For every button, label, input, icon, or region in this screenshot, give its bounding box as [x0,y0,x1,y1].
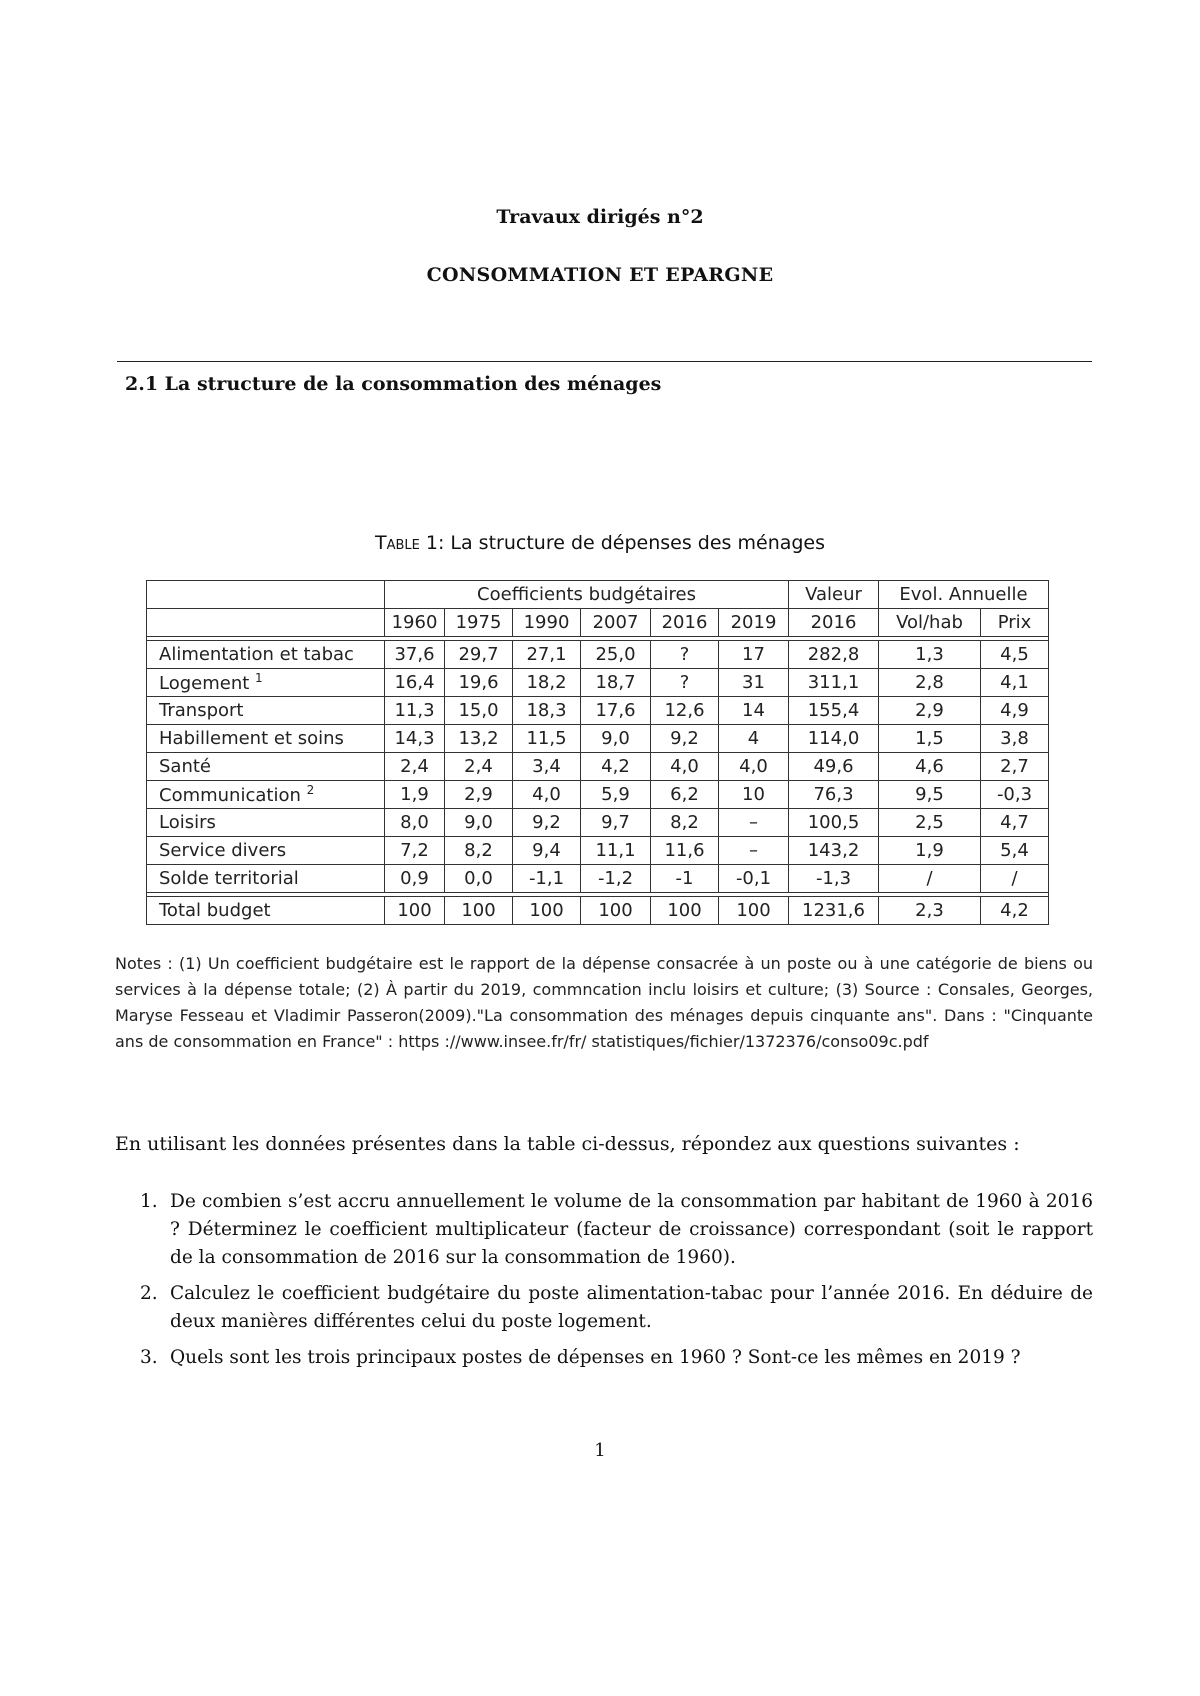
budget-table [146,580,1049,925]
table-cell: 2,9 [879,697,981,725]
table-subheader-blank [147,609,385,637]
table-subheader-cell: 1960 [385,609,445,637]
question-text: Quels sont les trois principaux postes de dépenses en 1960 ? Sont-ce les mêmes en 2019 ? [170,1347,1021,1368]
table-cell: 8,2 [445,837,513,865]
table-row [147,669,1049,697]
table-cell: 114,0 [789,725,879,753]
table-cell: 25,0 [581,641,651,669]
questions-list [115,1188,1093,1380]
table-subheader-cell: Vol/hab [879,609,981,637]
table-cell: 2,4 [445,753,513,781]
row-label-text: Santé [159,756,211,777]
section-heading: 2.1 La structure de la consommation des ménages [125,373,662,395]
table-cell: 1,9 [385,781,445,809]
table-cell: 4,9 [981,697,1049,725]
table-cell: 18,3 [513,697,581,725]
table-cell: 8,2 [651,809,719,837]
table-cell: 11,6 [651,837,719,865]
page-number: 1 [594,1440,606,1461]
table-row [147,809,1049,837]
table-cell: -0,3 [981,781,1049,809]
table-cell: 7,2 [385,837,445,865]
table-total-cell: 1231,6 [789,897,879,925]
table-subheader-cell: 1990 [513,609,581,637]
table-cell: 2,7 [981,753,1049,781]
table-caption-text: La structure de dépenses des ménages [444,532,826,554]
row-label-text: Alimentation et tabac [159,644,354,665]
table-cell: 155,4 [789,697,879,725]
table-subheader-cell: 1975 [445,609,513,637]
table-subheader-row [147,609,1049,637]
question-number: 3. [140,1347,158,1368]
table-total-row [147,897,1049,925]
question-item [115,1344,1093,1372]
table-corner-cell [147,581,385,609]
table-row-label [147,865,385,893]
table-cell: 3,8 [981,725,1049,753]
table-group-header-row [147,581,1049,609]
table-cell: 17 [719,641,789,669]
row-label-text: Communication [159,785,301,806]
table-cell: 3,4 [513,753,581,781]
table-cell: 11,1 [581,837,651,865]
table-cell: 18,2 [513,669,581,697]
question-number: 1. [140,1191,158,1212]
table-row-label [147,641,385,669]
table-cell: 1,9 [879,837,981,865]
table-row [147,725,1049,753]
table-cell: 31 [719,669,789,697]
table-cell: 5,4 [981,837,1049,865]
table-total-cell: 100 [445,897,513,925]
table-cell: 5,9 [581,781,651,809]
table-row [147,641,1049,669]
table-cell: 18,7 [581,669,651,697]
question-text: De combien s’est accru annuellement le volume de la consommation par habitant de 1960 à 2016 ? Déterminez le coefficient multiplicateur (facteur de croissance) correspondant (soit le rapport de la consommation de 2016 sur la consommation de 1960). [170,1191,1093,1268]
question-text: Calculez le coefficient budgétaire du poste alimentation-tabac pour l’année 2016. En déduire de deux manières différentes celui du poste logement. [170,1283,1093,1332]
table-cell: 11,5 [513,725,581,753]
table-row-label [147,809,385,837]
table-subheader-cell: 2016 [651,609,719,637]
table-cell: 4,6 [879,753,981,781]
table-cell: 10 [719,781,789,809]
table-cell: 49,6 [789,753,879,781]
table-cell: 13,2 [445,725,513,753]
table-cell: 2,4 [385,753,445,781]
document-subtitle: CONSOMMATION ET EPARGNE [426,264,774,286]
table-cell: 15,0 [445,697,513,725]
table-row [147,837,1049,865]
table-cell: 9,2 [651,725,719,753]
row-label-text: Habillement et soins [159,728,344,749]
coefficients-header: Coefficients budgétaires [385,581,789,609]
row-label-text: Transport [159,700,244,721]
table-total-label: Total budget [147,897,385,925]
table-cell: 282,8 [789,641,879,669]
table-row [147,753,1049,781]
question-number: 2. [140,1283,158,1304]
footnote-marker: 2 [306,783,315,797]
footnote-marker: 1 [255,671,263,685]
table-cell: 0,0 [445,865,513,893]
table-notes: Notes : (1) Un coefficient budgétaire est le rapport de la dépense consacrée à un poste ou à une catégorie de biens ou services à la dépense totale; (2) À partir du 2019, commncation inclu loisirs et culture; (3) Source : Consales, Georges, Maryse Fesseau et Vladimir Passeron(2009)."La consommation des ménages depuis cinquante ans". Dans : "Cinquante ans de consommation en France" : https ://www.insee.fr/fr/ statistiques/fichier/1372376/conso09c.pdf [115,954,1093,1051]
table-total-cell: 100 [581,897,651,925]
table-row-label [147,781,385,809]
evol-header: Evol. Annuelle [879,581,1049,609]
table-row-label [147,837,385,865]
table-cell: – [719,837,789,865]
table-subheader-cell: Prix [981,609,1049,637]
table-total-cell: 100 [385,897,445,925]
table-cell: / [981,865,1049,893]
table-caption-label: Table 1: [374,532,445,554]
table-cell: ? [651,641,719,669]
table-total-cell: 2,3 [879,897,981,925]
table-row-label [147,697,385,725]
table-cell: 2,9 [445,781,513,809]
question-item [115,1188,1093,1272]
row-label-text: Loisirs [159,812,216,833]
table-cell: 9,7 [581,809,651,837]
table-cell: -1,3 [789,865,879,893]
table-cell: 37,6 [385,641,445,669]
table-cell: 4,5 [981,641,1049,669]
table-cell: 9,0 [445,809,513,837]
table-cell: 76,3 [789,781,879,809]
table-row-label [147,669,385,697]
table-cell: 8,0 [385,809,445,837]
section-rule [117,361,1092,362]
table-cell: ? [651,669,719,697]
table-cell: 27,1 [513,641,581,669]
table-cell: 14,3 [385,725,445,753]
table-cell: 14 [719,697,789,725]
table-row [147,865,1049,893]
row-label-text: Logement [159,673,250,694]
table-cell: 4,0 [651,753,719,781]
table-cell: 143,2 [789,837,879,865]
table-caption [0,532,1200,554]
table-cell: 29,7 [445,641,513,669]
table-cell: 1,5 [879,725,981,753]
table-cell: 16,4 [385,669,445,697]
table-cell: 4 [719,725,789,753]
table-cell: 11,3 [385,697,445,725]
table-subheader-cell: 2019 [719,609,789,637]
table-cell: 9,0 [581,725,651,753]
table-cell: 311,1 [789,669,879,697]
questions-intro: En utilisant les données présentes dans la table ci-dessus, répondez aux questions suivantes : [115,1133,1020,1155]
question-item [115,1280,1093,1336]
table-cell: / [879,865,981,893]
table-cell: 9,5 [879,781,981,809]
table-subheader-cell: 2016 [789,609,879,637]
table-cell: 4,7 [981,809,1049,837]
table-total-cell: 100 [513,897,581,925]
table-total-cell: 100 [651,897,719,925]
table-cell: 4,1 [981,669,1049,697]
table-cell: -1,2 [581,865,651,893]
table-cell: 2,5 [879,809,981,837]
table-cell: 0,9 [385,865,445,893]
table-cell: 19,6 [445,669,513,697]
table-cell: 4,0 [513,781,581,809]
table-cell: 4,0 [719,753,789,781]
table-total-cell: 4,2 [981,897,1049,925]
table-cell: 2,8 [879,669,981,697]
table-row [147,781,1049,809]
table-cell: 9,4 [513,837,581,865]
table-row [147,697,1049,725]
table-cell: -1 [651,865,719,893]
table-total-cell: 100 [719,897,789,925]
document-title: Travaux dirigés n°2 [496,206,704,228]
table-cell: -0,1 [719,865,789,893]
table-cell: 100,5 [789,809,879,837]
table-row-label [147,725,385,753]
table-cell: 12,6 [651,697,719,725]
table-cell: 9,2 [513,809,581,837]
table-cell: 1,3 [879,641,981,669]
table-cell: 4,2 [581,753,651,781]
table-cell: 17,6 [581,697,651,725]
table-row-label [147,753,385,781]
table-subheader-cell: 2007 [581,609,651,637]
table-cell: -1,1 [513,865,581,893]
row-label-text: Service divers [159,840,287,861]
table-cell: – [719,809,789,837]
valeur-header: Valeur [789,581,879,609]
row-label-text: Solde territorial [159,868,299,889]
table-cell: 6,2 [651,781,719,809]
